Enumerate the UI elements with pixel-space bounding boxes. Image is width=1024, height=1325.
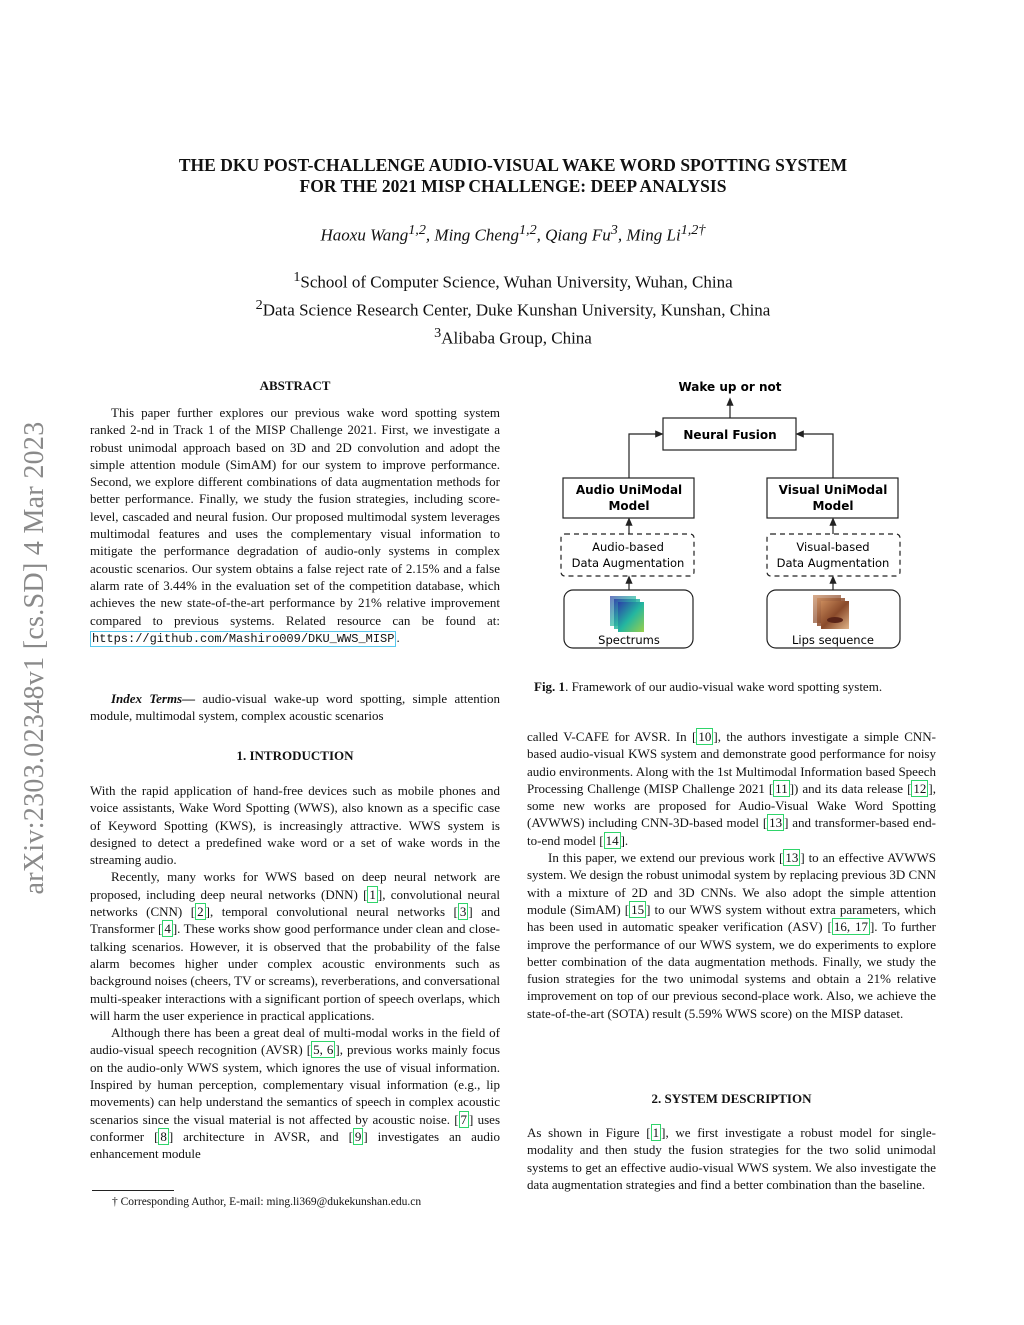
right-paragraph-2: In this paper, we extend our previous work [ 13 ] to an effective AVWWS system. We design the robust unimodal system by replacing previous 3D CNN with a mixture of 2D and 3D CNNs. We also adopt the simple attention module (SimAM) [ 15 ] to our WWS system without extra parameters, which has been used in automatic speaker verification (ASV) [ 16, 17 ]. To further improve the performance of our WWS system, we do experiments to explore better combination of the data augmentation methods. Finally, we study the fusion strategies for the two unimodal systems and obtain a 21% relative improvement on top of our previous second-place work. Also, we achieve the state-of-the-art (SOTA) result (5.59% WWS score) on the MISP dataset.	[527, 850, 937, 1021]
text-run: architecture in AVSR, and	[173, 1128, 349, 1144]
citation-link[interactable]: 15	[631, 901, 645, 917]
title-line-1: THE DKU POST-CHALLENGE AUDIO-VISUAL WAKE WORD SPOTTING SYSTEM	[178, 155, 848, 175]
author-affil-sup: 3	[610, 222, 618, 238]
text-run: , we first investigate a robust model for single-modality and then study the fusion strategies for the two solid unimodal systems to get an effective audio-visual WWS system. We also investigate the data augmentation strategies and find a better combination than the baseline.	[527, 1125, 936, 1192]
affiliation-list	[90, 266, 936, 350]
arrow-visual-to-fusion	[799, 434, 833, 480]
author-name: Qiang Fu	[545, 225, 611, 245]
text-run: , convolutional neural networks (CNN)	[90, 886, 501, 920]
citation-link[interactable]: 1	[369, 886, 376, 902]
paper-title	[90, 155, 936, 197]
visual-aug-label: Visual-based	[796, 540, 870, 554]
text-run: .	[624, 832, 629, 848]
citation-link[interactable]: 13	[769, 815, 783, 831]
right-column-body	[527, 728, 936, 1022]
author-separator: ,	[617, 225, 627, 245]
author-separator: ,	[425, 225, 435, 245]
author-list	[90, 222, 936, 246]
neural-fusion-label: Neural Fusion	[683, 428, 777, 442]
author-affil-sup: 1,2	[518, 222, 537, 238]
output-label: Wake up or not	[678, 380, 782, 394]
citation-link[interactable]: 5, 6	[313, 1042, 334, 1058]
abstract-heading: ABSTRACT	[259, 378, 331, 393]
citation-link[interactable]: 16, 17	[833, 919, 868, 935]
author-affil-sup: 1,2	[408, 222, 426, 238]
visual-aug-label: Data Augmentation	[776, 556, 890, 570]
text-run: to an effective AVWWS system. We design the robust unimodal system by replacing previous 3D CNN with a mixture of 2D and 3D CNNs. We also adopt the simple attention module (SimAM)	[527, 850, 937, 917]
text-run: . To further improve the performance of our WWS system, we do experiments to explore better combination of the data augmentation methods. Finally, we study the fusion strategies for the two unimodal systems and obtain a 21% relative improvement on top of our previous second-place work. Also, we achieve the state-of-the-art (SOTA) result (5.59% WWS score) on the MISP dataset.	[527, 919, 936, 1021]
citation-link[interactable]: 12	[913, 780, 927, 796]
visual-model-label: Visual UniModal	[778, 483, 888, 497]
citation-link[interactable]: 9	[354, 1128, 362, 1144]
affiliation	[90, 322, 936, 350]
section-2-heading: 2. SYSTEM DESCRIPTION	[651, 1091, 812, 1106]
text-run: , previous works mainly focus on the audio-only WWS system, which ignores the use of visual information. Inspired by human perception, complementary visual information (e.g., lip movements) can help understand the semantics of speech in complex acoustic scenarios since the visual material is not affected by acoustic noise.	[90, 1042, 501, 1127]
right-paragraph-3: As shown in Figure [ 1 ], we first investigate a robust model for single-modality and then study the fusion strategies for the two solid unimodal systems to get an effective audio-visual WWS system. We also investigate the data augmentation strategies and find a better combination than the baseline.	[527, 1125, 936, 1192]
author-affil-sup: 1,2†	[680, 222, 706, 238]
abstract-body	[90, 404, 500, 648]
text-run: to our WWS system without extra parameters, which has been used in automatic speaker verification (ASV)	[527, 901, 936, 935]
abstract-text: This paper further explores our previous wake word spotting system ranked 2-nd in Track 1 of the MISP Challenge 2021. First, we investigate a robust unimodal approach based on 3D and 2D convolution and adopt the simple attention module (SimAM) for our system to improve performance. Second, we explore different combinations of data augmentation methods for better performance. Finally, we study the fusion strategies, including score-level, cascaded and neural fusion. Our proposed multimodal system leverages multimodal features and uses the complementary visual information to mitigate the performance degradation of audio-only systems in complex acoustic scenarios. Our system obtains a false reject rate of 2.15% and a false alarm rate of 3.44% in the evaluation set of the competition database, which achieves the new state-of-the-art performance by 21% relative improvement compared to previous systems. Related resource can be found at:	[90, 405, 500, 628]
citation-link[interactable]: 14	[605, 832, 619, 848]
arxiv-stamp	[10, 358, 60, 958]
author-separator: ,	[536, 225, 546, 245]
section-2-body	[527, 1124, 936, 1193]
text-run: , the authors investigate a simple CNN-based audio-visual KWS system and demonstrate good performance for noisy audio environments. Along with the 1st Multimodal Information based Speech Processing Challenge (MISP Challenge 2021	[527, 729, 936, 796]
text-run: ) and its data release	[794, 780, 908, 796]
spectrum-thumbnails	[610, 596, 644, 632]
author-name: Ming Li	[626, 225, 681, 245]
text-run: uses conformer	[90, 1111, 500, 1144]
affiliation-sup: 1	[293, 269, 301, 285]
visual-model-label: Model	[812, 499, 854, 513]
citation-link[interactable]: 4	[164, 921, 171, 937]
arrow-audio-to-fusion	[629, 434, 660, 480]
resource-link[interactable]: https://github.com/Mashiro009/DKU_WWS_MISP	[92, 631, 395, 646]
text-run: and Transformer	[90, 904, 500, 937]
arxiv-id-text: arXiv:2303.02348v1 [cs.SD] 4 Mar 2023	[19, 421, 50, 895]
footnote: † Corresponding Author, E-mail: ming.li369@dukekunshan.edu.cn	[112, 1196, 422, 1208]
citation-link[interactable]: 11	[775, 780, 788, 796]
intro-paragraph-1: With the rapid application of hand-free devices such as mobile phones and voice assistants, Wake Word Spotting (WWS), also known as a specific case of Keyword Spotting (KWS), is increasingly attractive. WWS system is designed to detect a predefined wake word or a set of wake words in the streaming audio.	[90, 783, 500, 868]
text-run: , temporal convolutional neural networks	[209, 904, 454, 920]
right-paragraph-1: called V-CAFE for AVSR. In [ 10 ], the authors investigate a simple CNN-based audio-visual KWS system and demonstrate good performance for noisy audio environments. Along with the 1st Multimodal Information based Speech Processing Challenge (MISP Challenge 2021 [ 11 ]) and its data release [ 12 ], some new works are proposed for Audio-Visual Wake Word Spotting (AVWWS) including CNN-3D-based model [ 13 ] and transformer-based end-to-end model [ 14 ].	[527, 729, 936, 848]
intro-paragraph-2: Recently, many works for WWS based on deep neural network are proposed, including deep neural networks (DNN) [ 1 ], convolutional neural networks (CNN) [ 2 ], temporal convolutional neural networks [ 3 ] and Transformer [ 4 ]. These works show good performance under clean and close-talking scenarios. However, it is observed that the probability of the false alarm becomes higher under complex acoustic environments such as background noises (cheers, TV or screams), reverberations, and conversational multi-speaker interactions with a significant portion of speech overlaps, which will harm the user experience in practical applications.	[90, 869, 501, 1023]
affiliation	[90, 266, 936, 294]
intro-paragraph-3: Although there has been a great deal of multi-modal works in the field of audio-visual speech recognition (AVSR) [ 5, 6 ], previous works mainly focus on the audio-only WWS system, which ignores the use of visual information. Inspired by human perception, complementary visual information (e.g., lip movements) can help understand the semantics of speech in complex acoustic scenarios since the visual material is not affected by acoustic noise. [ 7 ] uses conformer [ 8 ] architecture in AVSR, and [ 9 ] investigates an audio enhancement module	[90, 1025, 501, 1162]
index-terms-text: audio-visual wake-up word spotting, simple attention module, multimodal system, complex acoustic scenarios	[90, 691, 500, 724]
citation-link[interactable]: 3	[459, 904, 467, 920]
text-run: Although there has been a great deal of multi-modal works in the field of audio-visual speech recognition (AVSR)	[90, 1025, 500, 1058]
spectrums-label: Spectrums	[598, 633, 660, 647]
text-run: As shown in Figure	[527, 1125, 647, 1140]
intro-heading: 1. INTRODUCTION	[236, 748, 354, 763]
text-run: Recently, many works for WWS based on deep neural network are proposed, including deep neural networks (DNN)	[90, 869, 500, 902]
caption-text: . Framework of our audio-visual wake word spotting system.	[565, 679, 883, 694]
audio-aug-label: Audio-based	[592, 540, 664, 554]
citation-link[interactable]: 7	[460, 1111, 468, 1127]
text-run: In this paper, we extend our previous work	[548, 850, 779, 866]
affiliation-sup: 2	[255, 297, 263, 314]
lip-thumbnails	[813, 595, 849, 629]
figure-caption	[534, 679, 944, 695]
abstract-end-punct: .	[396, 629, 400, 645]
author-name: Ming Cheng	[434, 225, 519, 245]
affiliation-sup: 3	[434, 325, 442, 342]
text-run: called V-CAFE for AVSR. In	[527, 729, 693, 744]
footnote-rule	[92, 1190, 174, 1191]
figure-link[interactable]: 1	[652, 1125, 660, 1140]
affiliation-text: Alibaba Group, China	[441, 328, 592, 348]
index-terms-label: Index Terms—	[111, 691, 196, 706]
text-run: . These works show good performance under clean and close-talking scenarios. However, it is observed that the probability of the false alarm becomes higher under complex acoustic environments such as background noises (cheers, TV or screams), reverberations, and conversational multi-speaker interactions with a significant portion of speech overlaps, which will harm the user experience in practical applications.	[90, 921, 500, 1023]
citation-link[interactable]: 10	[698, 729, 712, 744]
author-name: Haoxu Wang	[320, 225, 409, 245]
citation-link[interactable]: 13	[785, 850, 799, 866]
affiliation-text: School of Computer Science, Wuhan University, Wuhan, China	[300, 272, 733, 292]
affiliation	[90, 294, 936, 322]
audio-model-label: Audio UniModal	[575, 483, 683, 497]
audio-model-label: Model	[608, 499, 650, 513]
text-run: investigates an audio enhancement module	[90, 1128, 501, 1162]
index-terms	[90, 690, 500, 725]
affiliation-text: Data Science Research Center, Duke Kunshan University, Kunshan, China	[262, 300, 771, 320]
lips-label: Lips sequence	[792, 633, 874, 647]
intro-body	[90, 782, 500, 1163]
title-line-2: FOR THE 2021 MISP CHALLENGE: DEEP ANALYSIS	[299, 176, 727, 196]
text-run: , some new works are proposed for Audio-Visual Wake Word Spotting (AVWWS) including CNN-3D-based model	[527, 780, 936, 831]
citation-link[interactable]: 8	[160, 1128, 167, 1144]
text-run: and transformer-based end-to-end model	[527, 815, 936, 848]
audio-aug-label: Data Augmentation	[571, 556, 685, 570]
framework-figure	[540, 370, 940, 660]
caption-label: Fig. 1	[534, 679, 566, 694]
citation-link[interactable]: 2	[197, 904, 204, 920]
